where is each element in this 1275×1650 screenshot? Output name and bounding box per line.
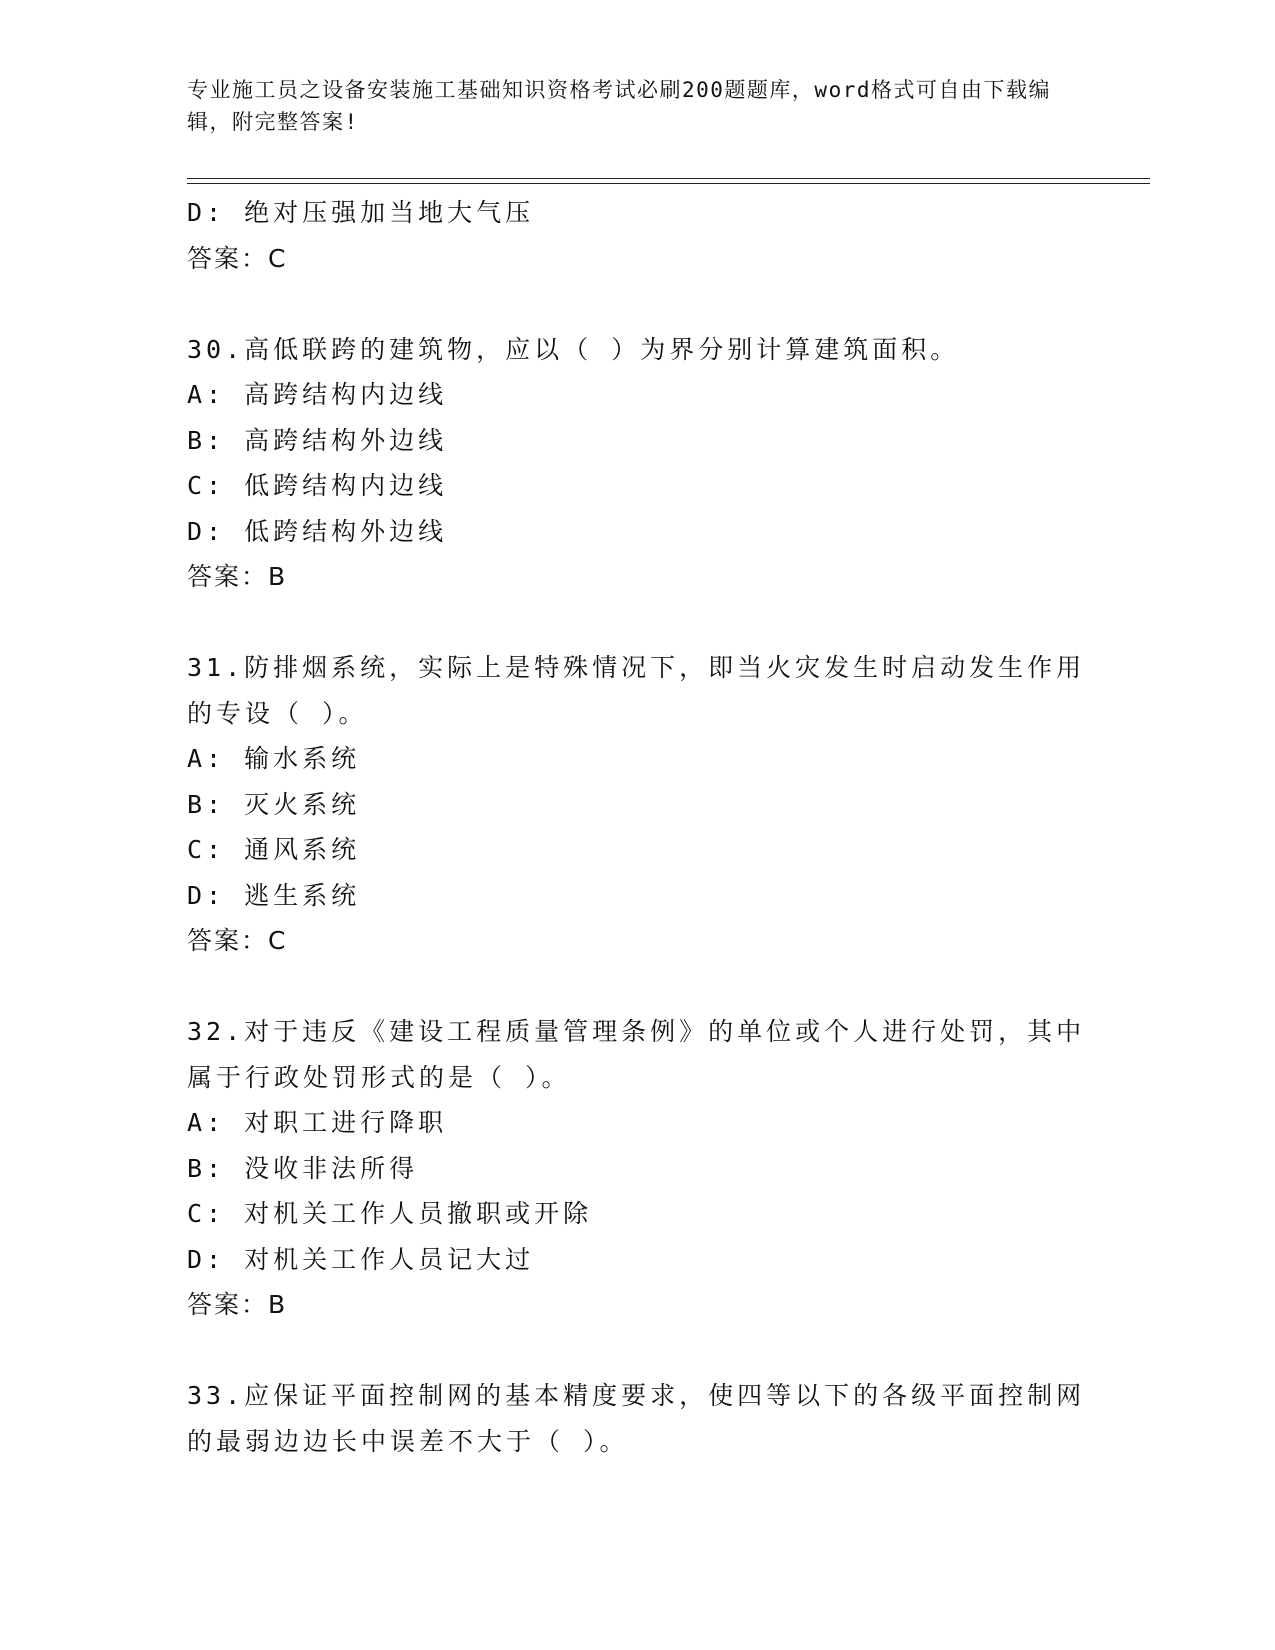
option-c: C: 通风系统 (187, 835, 361, 864)
question-30 (187, 327, 1087, 600)
answer: 答案：B (187, 562, 288, 591)
question-stem-continued: 的最弱边边长中误差不大于（ ）。 (187, 1426, 629, 1456)
answer: 答案：C (187, 926, 288, 955)
option-b: B: 没收非法所得 (187, 1153, 419, 1183)
document-header: 专业施工员之设备安装施工基础知识资格考试必刷200题题库，word格式可自由下载编辑，附完整答案! (187, 78, 1051, 134)
option-c: C: 低跨结构内边线 (187, 471, 448, 500)
option-a: A: 高跨结构内边线 (187, 380, 448, 409)
question-stem-continued: 的专设（ ）。 (187, 698, 368, 728)
question-stem: 31.防排烟系统，实际上是特殊情况下，即当火灾发生时启动发生作用 (187, 653, 1086, 682)
question-stem: 32.对于违反《建设工程质量管理条例》的单位或个人进行处罚，其中 (187, 1017, 1086, 1046)
answer: 答案：B (187, 1290, 288, 1319)
question-31 (187, 645, 1087, 964)
question-stem-continued: 属于行政处罚形式的是（ ）。 (187, 1062, 571, 1092)
option-a: A: 输水系统 (187, 744, 361, 773)
question-32 (187, 1009, 1087, 1328)
answer: 答案：C (187, 243, 288, 273)
header-rule-top (187, 178, 1150, 179)
option-a: A: 对职工进行降职 (187, 1108, 448, 1137)
question-stem: 30.高低联跨的建筑物，应以（ ）为界分别计算建筑面积。 (187, 334, 960, 364)
option-d: D: 绝对压强加当地大气压 (187, 198, 535, 227)
question-list (187, 190, 1087, 1464)
option-d: D: 低跨结构外边线 (187, 516, 448, 546)
option-c: C: 对机关工作人员撤职或开除 (187, 1199, 593, 1228)
question-33 (187, 1373, 1087, 1464)
option-d: D: 对机关工作人员记大过 (187, 1244, 535, 1274)
question-stem: 33.应保证平面控制网的基本精度要求，使四等以下的各级平面控制网 (187, 1381, 1086, 1410)
option-b: B: 灭火系统 (187, 789, 361, 819)
option-b: B: 高跨结构外边线 (187, 425, 448, 455)
header-rule-bottom (187, 183, 1150, 184)
option-d: D: 逃生系统 (187, 880, 361, 910)
